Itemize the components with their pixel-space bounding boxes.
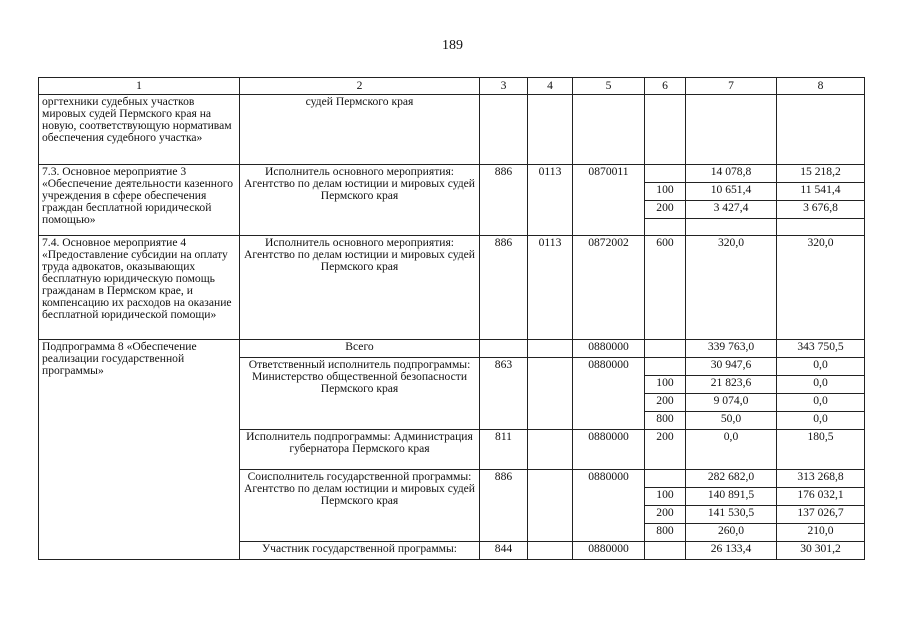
amount-2017-cell: 11 541,4 [777,183,865,201]
grbs-cell: 886 [480,165,528,236]
vr-cell: 200 [645,506,686,524]
csr-cell: 0880000 [573,430,645,470]
table-row [39,95,865,165]
vr-cell [645,542,686,560]
amount-2016-cell: 0,0 [686,430,777,470]
executor-cell: Всего [240,340,480,358]
grbs-cell: 863 [480,358,528,430]
column-header: 2 [240,78,480,95]
measure-name-cell: Подпрограмма 8 «Обеспечение реализации государственной программы» [39,340,240,560]
amount-2017-cell [777,95,865,165]
amount-2016-cell: 320,0 [686,236,777,340]
budget-table [38,77,865,560]
executor-cell: судей Пермского края [240,95,480,165]
vr-cell [645,219,686,236]
amount-2017-cell: 0,0 [777,394,865,412]
table-row [39,165,865,183]
vr-cell: 200 [645,201,686,219]
grbs-cell: 886 [480,236,528,340]
amount-2017-cell: 15 218,2 [777,165,865,183]
vr-cell: 100 [645,376,686,394]
rzpr-cell [528,95,573,165]
executor-cell: Исполнитель основного мероприятия: Агентство по делам юстиции и мировых судей Пермского края [240,165,480,236]
vr-cell [645,470,686,488]
measure-name-cell: 7.3. Основное мероприятие 3 «Обеспечение деятельности казенного учреждения в сфере обеспечения граждан бесплатной юридической помощью» [39,165,240,236]
amount-2017-cell: 0,0 [777,358,865,376]
executor-cell: Исполнитель подпрограммы: Администрация губернатора Пермского края [240,430,480,470]
amount-2017-cell: 176 032,1 [777,488,865,506]
column-header: 3 [480,78,528,95]
vr-cell [645,165,686,183]
amount-2017-cell: 137 026,7 [777,506,865,524]
rzpr-cell [528,340,573,358]
vr-cell: 200 [645,394,686,412]
amount-2017-cell: 30 301,2 [777,542,865,560]
csr-cell: 0880000 [573,340,645,358]
header-row [39,78,865,95]
amount-2017-cell: 0,0 [777,412,865,430]
vr-cell: 100 [645,488,686,506]
amount-2016-cell: 282 682,0 [686,470,777,488]
vr-cell [645,95,686,165]
column-header: 5 [573,78,645,95]
executor-cell: Участник государственной программы: [240,542,480,560]
column-header: 6 [645,78,686,95]
grbs-cell: 886 [480,470,528,542]
amount-2016-cell: 9 074,0 [686,394,777,412]
rzpr-cell [528,358,573,430]
amount-2017-cell [777,219,865,236]
amount-2016-cell [686,219,777,236]
measure-name-cell: оргтехники судебных участков мировых судей Пермского края на новую, соответствующую нормативам обеспечения судебного участка» [39,95,240,165]
executor-cell: Соисполнитель государственной программы: Агентство по делам юстиции и мировых судей Пермского края [240,470,480,542]
csr-cell: 0872002 [573,236,645,340]
column-header: 1 [39,78,240,95]
executor-cell: Ответственный исполнитель подпрограммы: Министерство общественной безопасности Пермского края [240,358,480,430]
amount-2016-cell: 339 763,0 [686,340,777,358]
grbs-cell: 811 [480,430,528,470]
amount-2016-cell: 260,0 [686,524,777,542]
csr-cell [573,95,645,165]
vr-cell: 600 [645,236,686,340]
amount-2016-cell: 3 427,4 [686,201,777,219]
rzpr-cell [528,542,573,560]
csr-cell: 0880000 [573,470,645,542]
vr-cell: 100 [645,183,686,201]
vr-cell [645,340,686,358]
amount-2017-cell: 320,0 [777,236,865,340]
vr-cell: 200 [645,430,686,470]
table-row [39,340,865,358]
rzpr-cell [528,430,573,470]
measure-name-cell: 7.4. Основное мероприятие 4 «Предоставление субсидии на оплату труда адвокатов, оказывающих бесплатную юридическую помощь гражданам в Пермском крае, и компенсацию их расходов на оказание бесплатной юридической помощи» [39,236,240,340]
amount-2016-cell: 26 133,4 [686,542,777,560]
executor-cell: Исполнитель основного мероприятия: Агентство по делам юстиции и мировых судей Пермского края [240,236,480,340]
amount-2016-cell: 50,0 [686,412,777,430]
column-header: 8 [777,78,865,95]
amount-2016-cell [686,95,777,165]
table-row [39,236,865,340]
csr-cell: 0880000 [573,542,645,560]
column-header: 7 [686,78,777,95]
vr-cell: 800 [645,524,686,542]
grbs-cell [480,340,528,358]
amount-2017-cell: 343 750,5 [777,340,865,358]
amount-2016-cell: 140 891,5 [686,488,777,506]
rzpr-cell [528,470,573,542]
amount-2016-cell: 141 530,5 [686,506,777,524]
csr-cell: 0870011 [573,165,645,236]
csr-cell: 0880000 [573,358,645,430]
amount-2017-cell: 3 676,8 [777,201,865,219]
rzpr-cell: 0113 [528,236,573,340]
amount-2017-cell: 180,5 [777,430,865,470]
amount-2017-cell: 313 268,8 [777,470,865,488]
amount-2016-cell: 30 947,6 [686,358,777,376]
grbs-cell [480,95,528,165]
page-number: 189 [442,38,463,53]
vr-cell [645,358,686,376]
vr-cell: 800 [645,412,686,430]
amount-2016-cell: 21 823,6 [686,376,777,394]
amount-2016-cell: 10 651,4 [686,183,777,201]
amount-2017-cell: 210,0 [777,524,865,542]
amount-2017-cell: 0,0 [777,376,865,394]
amount-2016-cell: 14 078,8 [686,165,777,183]
grbs-cell: 844 [480,542,528,560]
rzpr-cell: 0113 [528,165,573,236]
column-header: 4 [528,78,573,95]
